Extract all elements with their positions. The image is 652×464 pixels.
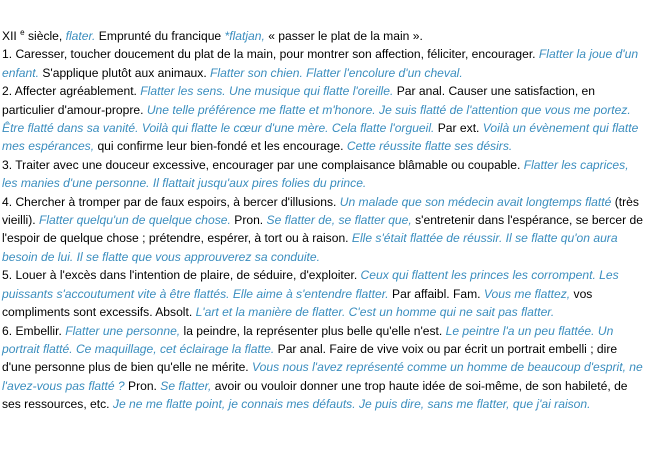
- definition-text: 1. Caresser, toucher doucement du plat de la main, pour montrer son affection, féliciter, encourager.: [2, 47, 539, 62]
- example-text: Flatter son chien. Flatter l'encolure d'un cheval.: [210, 65, 463, 80]
- definition-text: 2. Affecter agréablement.: [2, 84, 141, 99]
- century: XII: [2, 29, 17, 43]
- example-text: Je ne me flatte point, je connais mes défauts. Je puis dire, sans me flatter, que j'ai raison.: [112, 397, 591, 412]
- example-text: Un malade que son médecin avait longtemps flatté: [339, 194, 612, 209]
- sense-1: [2, 45, 647, 82]
- example-text: Se flatter,: [160, 378, 212, 393]
- sense-2: [2, 82, 647, 156]
- sense-4: [2, 193, 647, 267]
- example-text: Ceux qui flattent les princes les corrompent. Les puissants s'accoutument vite à être flattés. Elle aime à s'entendre flatter.: [2, 268, 619, 301]
- definition-text: S'applique plutôt aux animaux.: [38, 65, 211, 80]
- gloss-text: « passer le plat de la main ».: [264, 29, 423, 43]
- definition-text: Par anal. Faire de vive voix ou par écrit un portrait embelli ; dire d'une personne plus de bien qu'elle ne mérite.: [2, 341, 618, 375]
- example-text: Flatter la joue d'un enfant.: [2, 47, 639, 80]
- dictionary-entry: [2, 27, 647, 414]
- sense-6: [2, 322, 647, 414]
- example-text: Flatter une personne,: [65, 323, 181, 338]
- senses-list: [2, 45, 647, 413]
- definition-text: Pron.: [230, 213, 267, 228]
- example-text: Se flatter de, se flatter que,: [266, 213, 412, 228]
- definition-text: Pron.: [124, 378, 161, 393]
- definition-text: avoir ou vouloir donner une trop haute idée de soi-même, de son habileté, de ses ressources, etc.: [2, 378, 628, 412]
- example-text: Flatter quelqu'un de quelque chose.: [38, 213, 231, 228]
- etymology-line: [2, 27, 647, 45]
- example-text: Une telle préférence me flatte et m'honore. Je suis flatté de l'attention que vous me portez. Être flatté dans sa vanité. Voilà qui flatte le cœur d'une mère. Cela flatte l'orgueil.: [2, 102, 631, 136]
- definition-text: 4. Chercher à tromper par de faux espoirs, à bercer d'illusions.: [2, 194, 340, 209]
- definition-text: la peindre, la représenter plus belle qu'elle n'est.: [180, 323, 446, 338]
- definition-text: (très vieilli).: [2, 194, 639, 228]
- example-text: Flatter les caprices, les manies d'une personne. Il flattait jusqu'aux pires folies du prince.: [2, 157, 629, 191]
- definition-text: 5. Louer à l'excès dans l'intention de plaire, de séduire, d'exploiter.: [2, 268, 361, 283]
- definition-text: vos compliments sont excessifs. Absolt.: [2, 286, 593, 320]
- example-text: Vous me flattez,: [483, 286, 571, 301]
- example-text: Voilà un évènement qui flatte mes espérances,: [2, 121, 639, 154]
- definition-text: s'entretenir dans l'espérance, se bercer de l'espoir de quelque chose ; prétendre, espérer, à tort ou à raison.: [2, 213, 643, 246]
- definition-text: Par ext.: [434, 121, 483, 136]
- century-superscript: e: [20, 27, 25, 37]
- definition-text: 3. Traiter avec une douceur excessive, encourager par une complaisance blâmable ou coupable.: [2, 157, 524, 172]
- old-form: flater.: [65, 29, 96, 43]
- example-text: Cette réussite flatte ses désirs.: [346, 139, 513, 154]
- example-text: Vous nous l'avez représenté comme un homme de beaucoup d'esprit, ne l'avez-vous pas flatté ?: [2, 360, 643, 393]
- example-text: L'art et la manière de flatter. C'est un homme qui ne sait pas flatter.: [195, 305, 555, 320]
- example-text: Le peintre l'a un peu flattée. Un portrait flatté. Ce maquillage, cet éclairage la flatte.: [2, 323, 614, 356]
- definition-text: 6. Embellir.: [2, 323, 66, 338]
- example-text: Flatter les sens. Une musique qui flatte l'oreille.: [140, 84, 394, 99]
- sense-3: [2, 156, 647, 193]
- definition-text: qui confirme leur bien-fondé et les encourage.: [94, 139, 347, 154]
- frankish-etymon: *flatjan,: [224, 29, 265, 43]
- sense-5: [2, 266, 647, 321]
- definition-text: Par affaibl. Fam.: [388, 286, 484, 301]
- borrowed-text: Emprunté du francique: [95, 29, 225, 43]
- example-text: Elle s'était flattée de réussir. Il se flatte qu'on aura besoin de lui. Il se flatte que vous approuverez sa conduite.: [2, 231, 618, 264]
- siecle-text: siècle,: [24, 29, 66, 43]
- definition-text: Par anal. Causer une satisfaction, en particulier d'amour-propre.: [2, 84, 596, 117]
